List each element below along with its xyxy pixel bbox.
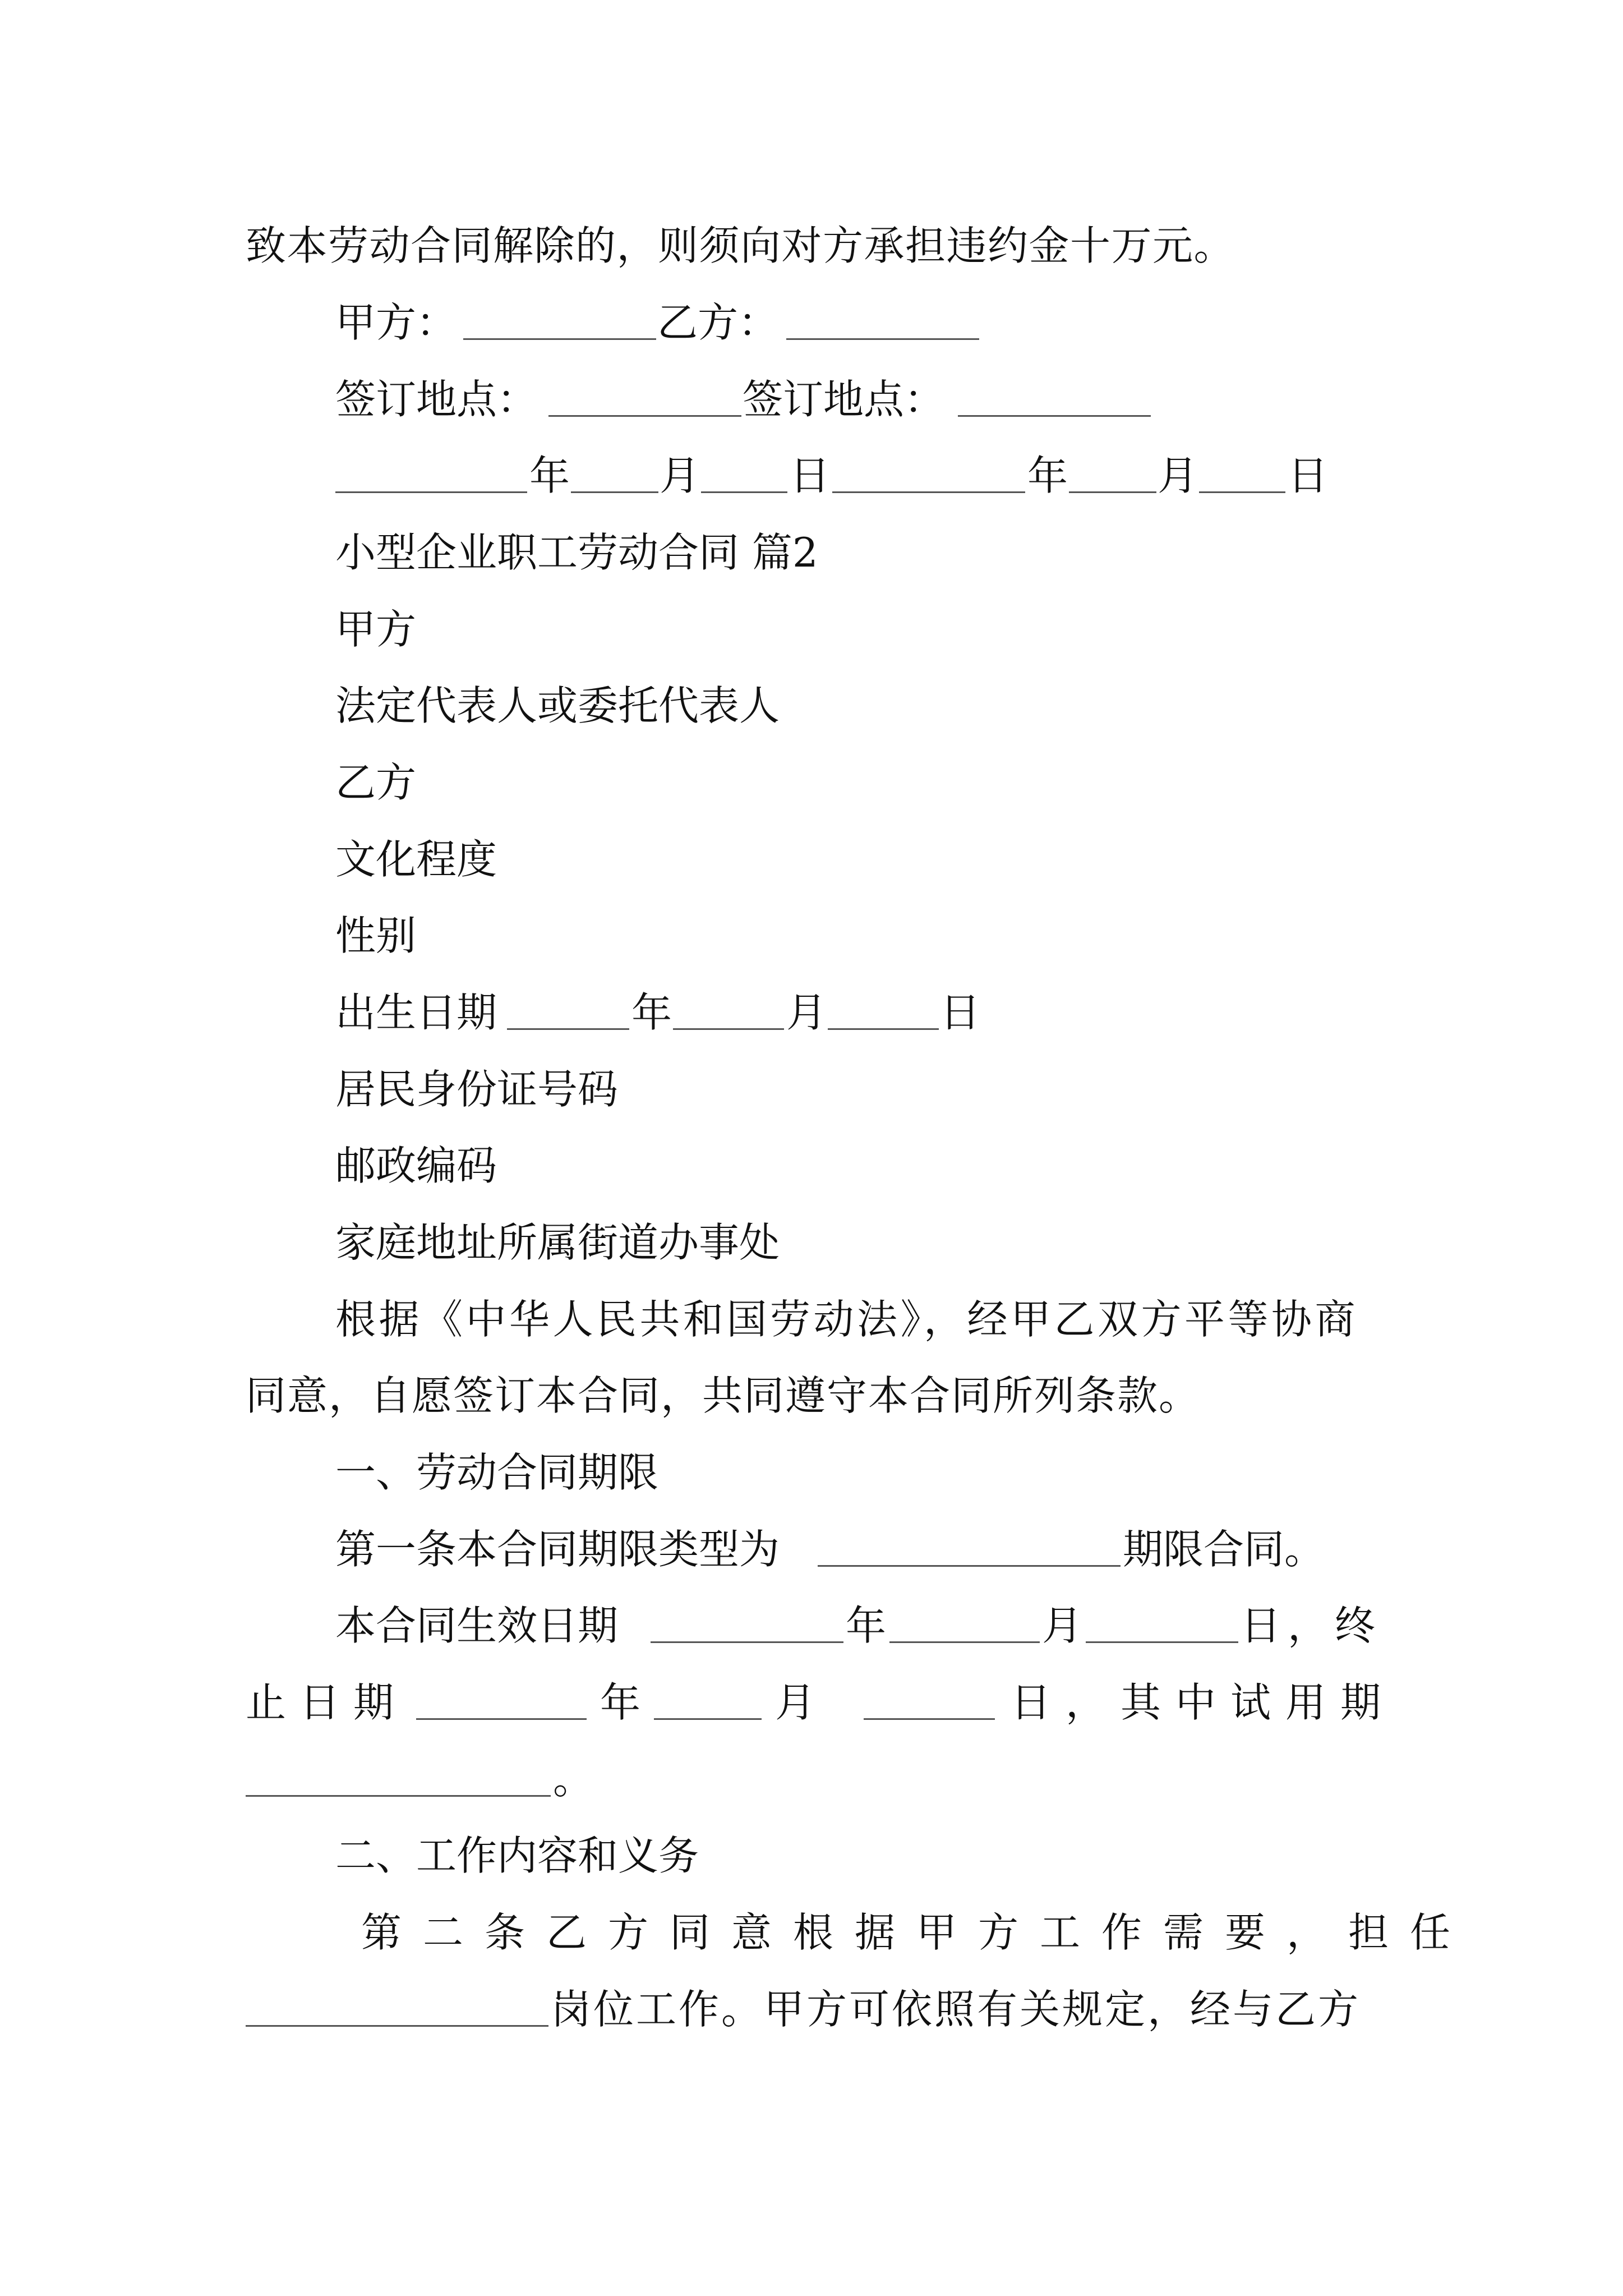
termination-date-row	[0, 1674, 1623, 1731]
termination-year-label: 年	[600, 1679, 641, 1726]
party-b-blank[interactable]	[786, 338, 979, 340]
section-heading-row	[0, 1828, 1623, 1884]
field-education: 文化程度	[335, 836, 497, 883]
effective-year-label: 年	[846, 1602, 887, 1649]
article-1-row	[0, 1521, 1623, 1577]
article-2-line-1: 第二条乙方同意根据甲方工作需要，担任	[361, 1909, 1472, 1956]
field-row	[0, 678, 1623, 734]
date-b-day-blank[interactable]	[1199, 491, 1285, 493]
party-a-label: 甲方：	[335, 299, 457, 346]
date-a-day-blank[interactable]	[701, 491, 787, 493]
signature-parties-row	[0, 295, 1623, 351]
signing-place-a-label: 签订地点：	[335, 376, 538, 423]
field-row	[0, 1138, 1623, 1194]
field-legal-representative: 法定代表人或委托代表人	[335, 682, 780, 729]
paragraph-line	[0, 1981, 1623, 2037]
birth-month-blank[interactable]	[673, 1028, 784, 1030]
breach-penalty-text: 致本劳动合同解除的，则须向对方承担违约金十万元。	[246, 222, 1235, 269]
paragraph-line	[0, 1368, 1623, 1424]
effective-year-blank[interactable]	[651, 1641, 843, 1643]
birth-year-label: 年	[631, 989, 672, 1036]
effective-day-blank[interactable]	[1086, 1641, 1238, 1643]
paragraph-line	[0, 1291, 1623, 1347]
birth-day-label: 日	[940, 989, 981, 1036]
field-gender: 性别	[335, 912, 417, 959]
signing-place-a-blank[interactable]	[548, 415, 741, 417]
date-a-year-label: 年	[529, 452, 570, 499]
section-2-heading: 二、工作内容和义务	[335, 1832, 699, 1879]
field-row	[0, 831, 1623, 887]
field-party-a: 甲方	[335, 606, 417, 653]
termination-month-blank[interactable]	[654, 1718, 762, 1720]
contract-term-type-blank[interactable]	[818, 1565, 1121, 1567]
field-birth-date: 出生日期	[335, 989, 497, 1036]
field-row	[0, 1214, 1623, 1271]
field-postal-code: 邮政编码	[335, 1142, 497, 1189]
effective-day-suffix: 日，终	[1241, 1602, 1382, 1649]
field-row	[0, 754, 1623, 811]
party-b-label: 乙方：	[657, 299, 779, 346]
article-1-suffix: 期限合同。	[1123, 1526, 1325, 1573]
intro-line-2: 同意，自愿签订本合同，共同遵守本合同所列条款。	[246, 1372, 1201, 1419]
termination-year-blank[interactable]	[416, 1718, 587, 1720]
effective-month-blank[interactable]	[889, 1641, 1040, 1643]
date-a-day-label: 日	[790, 452, 831, 499]
article-1-prefix: 第一条本合同期限类型为	[335, 1526, 780, 1573]
birth-date-row	[0, 984, 1623, 1041]
date-b-month-blank[interactable]	[1069, 491, 1156, 493]
paragraph-line	[0, 1904, 1623, 1961]
probation-period-row	[0, 1751, 1623, 1807]
article-title-row	[0, 524, 1623, 581]
article-title: 小型企业职工劳动合同 篇2	[335, 529, 818, 576]
paragraph-line	[0, 218, 1623, 274]
date-a-month-label: 月	[660, 452, 700, 499]
signing-place-b-blank[interactable]	[958, 415, 1151, 417]
date-b-day-label: 日	[1288, 452, 1329, 499]
birth-month-label: 月	[786, 989, 827, 1036]
field-row	[0, 1061, 1623, 1117]
termination-day-blank[interactable]	[864, 1718, 995, 1720]
signature-place-row	[0, 371, 1623, 427]
termination-month-label: 月	[775, 1679, 816, 1726]
intro-line-1: 根据《中华人民共和国劳动法》，经甲乙双方平等协商	[335, 1296, 1359, 1343]
field-subdistrict-office: 家庭地址所属街道办事处	[335, 1219, 780, 1266]
date-a-year-blank[interactable]	[335, 491, 527, 493]
effective-month-label: 月	[1042, 1602, 1083, 1649]
article-2-line-2: 岗位工作。甲方可依照有关规定，经与乙方	[551, 1986, 1361, 2033]
party-a-blank[interactable]	[463, 338, 656, 340]
probation-suffix: 日，其中试用期	[1011, 1679, 1396, 1726]
signing-place-b-label: 签订地点：	[743, 376, 945, 423]
job-position-blank[interactable]	[246, 2025, 548, 2027]
signature-date-row	[0, 448, 1623, 504]
date-b-year-label: 年	[1027, 452, 1068, 499]
date-b-month-label: 月	[1158, 452, 1198, 499]
field-id-number: 居民身份证号码	[335, 1066, 619, 1113]
date-a-month-blank[interactable]	[571, 491, 658, 493]
termination-prefix: 止日期	[246, 1679, 408, 1726]
field-row	[0, 601, 1623, 657]
section-1-heading: 一、劳动合同期限	[335, 1449, 659, 1496]
section-heading-row	[0, 1444, 1623, 1501]
birth-year-blank[interactable]	[507, 1028, 629, 1030]
birth-day-blank[interactable]	[828, 1028, 939, 1030]
field-row	[0, 908, 1623, 964]
date-b-year-blank[interactable]	[832, 491, 1025, 493]
period-end: 。	[553, 1756, 594, 1803]
effective-date-row	[0, 1598, 1623, 1654]
probation-period-blank[interactable]	[246, 1795, 551, 1797]
effective-date-prefix: 本合同生效日期	[335, 1602, 619, 1649]
field-party-b: 乙方	[335, 759, 417, 806]
